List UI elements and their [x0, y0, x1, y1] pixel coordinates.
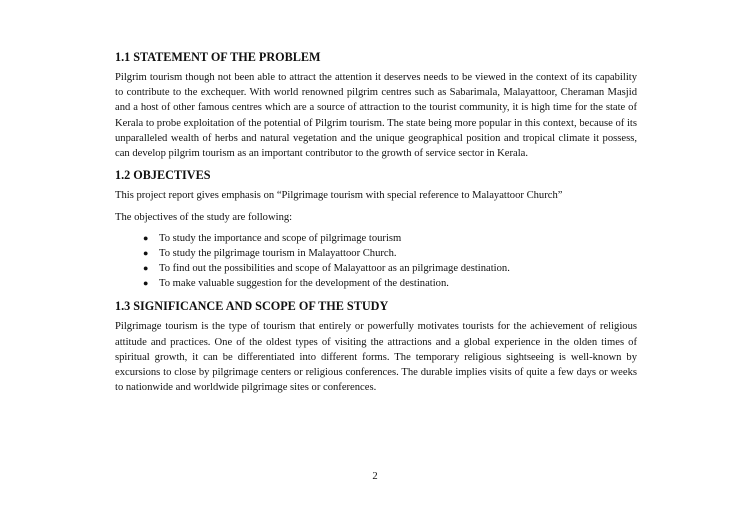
list-item-text: To study the pilgrimage tourism in Malayattoor Church.: [159, 247, 397, 259]
section-heading-objectives: 1.2 OBJECTIVES: [115, 168, 211, 183]
objectives-list: [115, 232, 637, 291]
bullet-icon: ●: [143, 232, 149, 243]
page-number: 2: [372, 471, 378, 482]
section-heading-significance-and-scope: 1.3 SIGNIFICANCE AND SCOPE OF THE STUDY: [115, 299, 389, 314]
list-item: [115, 232, 637, 245]
section-heading-statement-of-problem: 1.1 STATEMENT OF THE PROBLEM: [115, 50, 321, 64]
list-item-text: To find out the possibilities and scope of Malayattoor as an pilgrimage destination.: [159, 263, 510, 275]
bullet-icon: ●: [143, 278, 149, 289]
list-item-text: To make valuable suggestion for the development of the destination.: [159, 278, 449, 290]
document-page: [115, 50, 637, 395]
bullet-icon: ●: [143, 263, 149, 274]
list-item: [115, 247, 637, 260]
bullet-icon: ●: [143, 247, 149, 258]
list-item-text: To study the importance and scope of pilgrimage tourism: [159, 232, 402, 244]
paragraph-objectives-lead: The objectives of the study are following:: [115, 212, 293, 224]
paragraph-significance-and-scope: Pilgrimage tourism is the type of tourism that entirely or powerfully motivates tourists for the achievement of religious attitude and practices. One of the oldest types of visiting the attractions and a global experience in the olden times of spiritual growth, it can be differentiated into different forms. The temporary religious sightseeing is well-known by excursions to close by pilgrimage centers or religious conferences. The durable implies visits of quite a few days or weeks to nationwide and worldwide pilgrimage sites or conferences.: [115, 321, 637, 394]
paragraph-objectives-intro: This project report gives emphasis on “Pilgrimage tourism with special reference to Malayattoor Church”: [115, 190, 563, 202]
list-item: [115, 277, 637, 290]
paragraph-statement-of-problem: Pilgrim tourism though not been able to attract the attention it deserves needs to be viewed in the context of its capability to contribute to the exchequer. With world renowned pilgrim centres such as Sabarimala, Malayattoor, Cheraman Masjid and a host of other famous centres which are a source of attraction to the tourist community, it is high time for the state of Kerala to probe exploitation of the potential of Pilgrim tourism. The state being more popular in this context, because of its unparalleled wealth of herbs and natural vegetation and the unique geographical position and tropical climate it possess, can develop pilgrim tourism as an important contributor to the growth of service sector in Kerala.: [115, 72, 637, 160]
list-item: [115, 262, 637, 275]
